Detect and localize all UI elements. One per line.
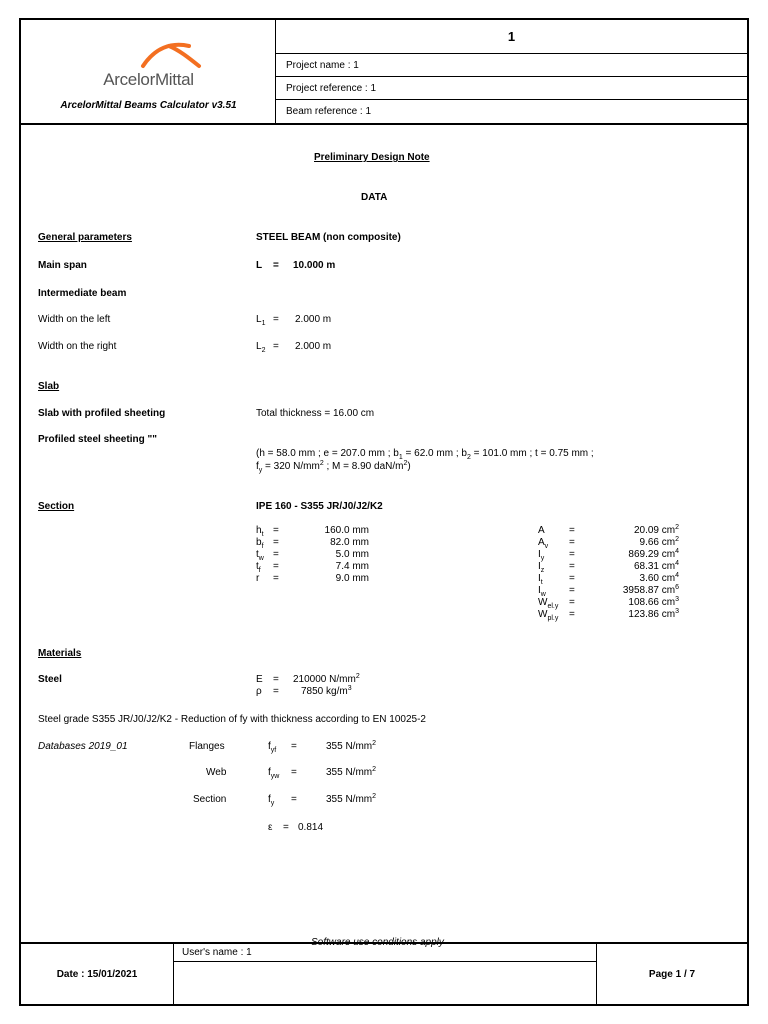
general-heading: General parameters [38, 232, 132, 243]
fy-row-label: Flanges [189, 741, 225, 752]
dim-equals: = [273, 573, 279, 584]
section-heading: Section [38, 501, 75, 512]
logo-block [21, 20, 276, 125]
slab-total-thickness: Total thickness = 16.00 cm [256, 408, 375, 419]
slab-profiled-label: Slab with profiled sheeting [38, 408, 166, 419]
prop-symbol: $W_{el.y}$ [538, 597, 559, 610]
prop-symbol: $W_{pl.y}$ [538, 609, 559, 622]
databases-label: Databases 2019_01 [38, 741, 128, 752]
epsilon-symbol: ε [268, 822, 273, 833]
fy-value: 355 $N/mm^2$ [326, 793, 377, 805]
dim-symbol: $h_t$ [256, 525, 264, 538]
prop-equals: = [569, 609, 575, 620]
project-info-block [276, 20, 747, 125]
width-right-value: 2.000 m [295, 341, 332, 352]
beam-reference: Beam reference : 1 [286, 106, 372, 117]
prop-symbol: $I_t$ [538, 573, 543, 586]
prop-equals: = [569, 561, 575, 572]
footer [21, 942, 747, 1004]
main-span-symbol: L [256, 260, 263, 271]
page-number: Page 1 / 7 [648, 969, 696, 980]
dim-symbol: $b_f$ [256, 537, 264, 550]
fy-symbol: $f_{yw}$ [268, 767, 280, 780]
dim-value: 9.0 mm [335, 573, 369, 584]
modulus-equals: = [273, 674, 279, 685]
fy-symbol: $f_y$ [268, 794, 275, 807]
prop-equals: = [569, 537, 575, 548]
arcelormittal-logo-icon [139, 40, 203, 70]
project-name: Project name : 1 [276, 54, 747, 77]
modulus-value: 210000 $N/mm^2$ [293, 673, 360, 685]
width-left-value: 2.000 m [295, 314, 332, 325]
design-note-sheet [19, 18, 749, 1006]
fy-equals: = [291, 741, 297, 752]
dim-value: 7.4 mm [335, 561, 369, 572]
prop-equals: = [569, 597, 575, 608]
epsilon-equals: = [283, 822, 289, 833]
width-right-label: Width on the right [38, 341, 117, 352]
prop-symbol: A [538, 525, 545, 536]
document-number: 1 [276, 20, 747, 54]
sheeting-parameters-line2: $f_y = 320$ $N/mm^2$ ; M = 8.90 daN/$m^2$) [256, 460, 411, 474]
fy-value: 355 $N/mm^2$ [326, 740, 377, 752]
page-title: Preliminary Design Note [314, 152, 430, 163]
dim-value: 5.0 mm [335, 549, 369, 560]
intermediate-beam-label: Intermediate beam [38, 288, 127, 299]
steel-label: Steel [38, 674, 62, 685]
dim-value: 82.0 mm [330, 537, 369, 548]
dim-value: 160.0 mm [324, 525, 369, 536]
density-equals: = [273, 686, 279, 697]
main-span-label: Main span [38, 260, 87, 271]
dim-symbol: r [256, 573, 260, 584]
fy-row-label: Section [193, 794, 227, 805]
fy-equals: = [291, 767, 297, 778]
fy-row-label: Web [206, 767, 227, 778]
logo-text: ArcelorMittal [103, 70, 194, 89]
fy-symbol: $f_{yf}$ [268, 741, 277, 754]
software-conditions: Software use conditions apply [311, 937, 444, 948]
prop-equals: = [569, 549, 575, 560]
prop-value: 3958.87 $cm^6$ [622, 584, 679, 596]
prop-value: 68.31 $cm^4$ [633, 560, 679, 572]
prop-symbol: $I_w$ [538, 585, 546, 598]
prop-equals: = [569, 525, 575, 536]
dim-equals: = [273, 561, 279, 572]
user-block [174, 944, 597, 1006]
fy-value: 355 $N/mm^2$ [326, 766, 377, 778]
fy-equals: = [291, 794, 297, 805]
dim-equals: = [273, 549, 279, 560]
section-name: IPE 160 - S355 JR/J0/J2/K2 [256, 501, 383, 512]
width-right-equals: = [273, 341, 279, 352]
beam-type: STEEL BEAM (non composite) [256, 232, 401, 243]
prop-value: 9.66 $cm^2$ [639, 536, 679, 548]
dim-equals: = [273, 525, 279, 536]
prop-value: 20.09 $cm^2$ [633, 524, 679, 536]
prop-symbol: $I_z$ [538, 561, 545, 574]
modulus-symbol: E [256, 674, 263, 685]
materials-heading: Materials [38, 648, 82, 659]
width-left-label: Width on the left [38, 314, 111, 325]
prop-value: 3.60 $cm^4$ [639, 572, 679, 584]
dim-symbol: $t_f$ [256, 561, 261, 574]
main-span-value: 10.000 m [293, 260, 336, 271]
user-name: User's name : 1 [174, 944, 596, 962]
prop-symbol: $A_v$ [538, 537, 549, 550]
epsilon-value: 0.814 [298, 822, 324, 833]
prop-equals: = [569, 573, 575, 584]
steel-grade-note: Steel grade S355 JR/J0/J2/K2 - Reduction of fy with thickness according to EN 10025-2 [38, 714, 426, 725]
dim-symbol: $t_w$ [256, 549, 264, 562]
prop-equals: = [569, 585, 575, 596]
date: Date : 15/01/2021 [21, 944, 174, 1006]
prop-value: 869.29 $cm^4$ [628, 548, 679, 560]
width-right-symbol: $L_2$ [256, 341, 266, 354]
sheeting-parameters-line1: (h = 58.0 mm ; e = 207.0 mm ; $b_1 = 62.0$ mm ; $b_2 = 101.0$ mm ; t = 0.75 mm ; [256, 448, 594, 461]
slab-heading: Slab [38, 381, 60, 392]
prop-symbol: $I_y$ [538, 549, 545, 562]
dim-equals: = [273, 537, 279, 548]
density-value: 7850 $kg/m^3$ [301, 685, 352, 697]
prop-value: 123.86 $cm^3$ [628, 608, 679, 620]
density-symbol: ρ [256, 686, 262, 697]
profiled-sheeting-label: Profiled steel sheeting "" [38, 434, 157, 445]
project-reference: Project reference : 1 [276, 77, 747, 100]
page-subtitle: DATA [361, 192, 388, 203]
main-span-equals: = [273, 260, 279, 271]
calculator-title: ArcelorMittal Beams Calculator v3.51 [60, 100, 237, 111]
prop-value: 108.66 $cm^3$ [628, 596, 679, 608]
width-left-symbol: $L_1$ [256, 314, 266, 327]
width-left-equals: = [273, 314, 279, 325]
